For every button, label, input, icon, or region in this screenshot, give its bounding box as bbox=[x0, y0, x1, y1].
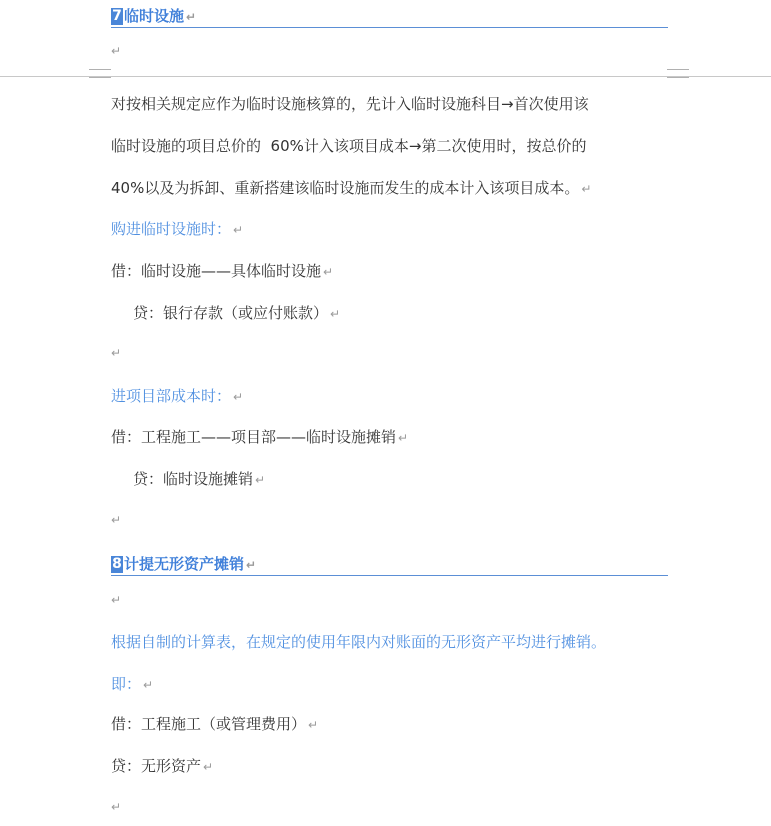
entry-text: 贷：临时设施摊销 bbox=[133, 470, 254, 488]
section-7-body-line-1 bbox=[111, 94, 589, 114]
paragraph-mark-icon: ↵ bbox=[233, 223, 244, 237]
page-break-line bbox=[0, 76, 771, 77]
paragraph-mark-icon: ↵ bbox=[330, 307, 341, 321]
section-8-title-text: 计提无形资产摊销 bbox=[124, 555, 245, 573]
body-text: 临时设施的项目总价的 60%计入该项目成本→第二次使用时，按总价的 bbox=[111, 137, 587, 155]
cost-credit-entry bbox=[133, 469, 265, 490]
paragraph-mark-icon: ↵ bbox=[111, 513, 122, 527]
paragraph-mark-icon: ↵ bbox=[186, 10, 197, 24]
section-7-body-line-3 bbox=[111, 178, 591, 199]
paragraph-mark-icon: ↵ bbox=[111, 593, 122, 607]
section-8-debit-entry bbox=[111, 714, 318, 735]
purchase-label bbox=[111, 219, 243, 240]
cost-debit-entry bbox=[111, 427, 408, 448]
entry-text: 借：工程施工（或管理费用） bbox=[111, 715, 307, 733]
description-text: 根据自制的计算表，在规定的使用年限内对账面的无形资产平均进行摊销。 bbox=[111, 633, 607, 651]
section-8-credit-entry bbox=[111, 756, 213, 777]
label-text: 即： bbox=[111, 675, 142, 693]
section-7-body-line-2 bbox=[111, 136, 586, 156]
paragraph-mark-icon: ↵ bbox=[581, 182, 592, 196]
paragraph-mark-icon: ↵ bbox=[323, 265, 334, 279]
cost-label-text: 进项目部成本时： bbox=[111, 387, 232, 405]
section-8-heading bbox=[111, 556, 668, 576]
purchase-debit-entry bbox=[111, 261, 333, 282]
paragraph-mark-icon: ↵ bbox=[203, 760, 214, 774]
body-text: 对按相关规定应作为临时设施核算的，先计入临时设施科目→首次使用该 bbox=[111, 95, 589, 113]
section-7-number: 7 bbox=[112, 8, 122, 24]
paragraph-mark-icon: ↵ bbox=[308, 718, 319, 732]
paragraph-mark-icon: ↵ bbox=[111, 800, 122, 814]
section-8-label bbox=[111, 674, 153, 695]
paragraph-mark-icon: ↵ bbox=[398, 431, 409, 445]
section-8-title bbox=[124, 555, 256, 575]
entry-text: 借：临时设施——具体临时设施 bbox=[111, 262, 322, 280]
page-corner-mark-left bbox=[89, 69, 111, 78]
paragraph-mark-icon: ↵ bbox=[143, 678, 154, 692]
paragraph-mark-icon: ↵ bbox=[246, 558, 257, 572]
entry-text: 贷：无形资产 bbox=[111, 757, 202, 775]
page-corner-mark-right bbox=[667, 69, 689, 78]
entry-text: 借：工程施工——项目部——临时设施摊销 bbox=[111, 428, 397, 446]
paragraph-mark-icon: ↵ bbox=[111, 44, 122, 58]
cost-label bbox=[111, 386, 243, 407]
section-7-heading bbox=[111, 8, 668, 28]
purchase-credit-entry bbox=[133, 303, 340, 324]
purchase-label-text: 购进临时设施时： bbox=[111, 220, 232, 238]
entry-text: 贷：银行存款（或应付账款） bbox=[133, 304, 329, 322]
section-8-number: 8 bbox=[112, 556, 122, 572]
section-7-title bbox=[124, 7, 196, 27]
paragraph-mark-icon: ↵ bbox=[111, 346, 122, 360]
section-8-description bbox=[111, 632, 606, 652]
paragraph-mark-icon: ↵ bbox=[233, 390, 244, 404]
section-7-title-text: 临时设施 bbox=[124, 7, 185, 25]
body-text: 40%以及为拆卸、重新搭建该临时设施而发生的成本计入该项目成本。 bbox=[111, 179, 580, 197]
paragraph-mark-icon: ↵ bbox=[255, 473, 266, 487]
